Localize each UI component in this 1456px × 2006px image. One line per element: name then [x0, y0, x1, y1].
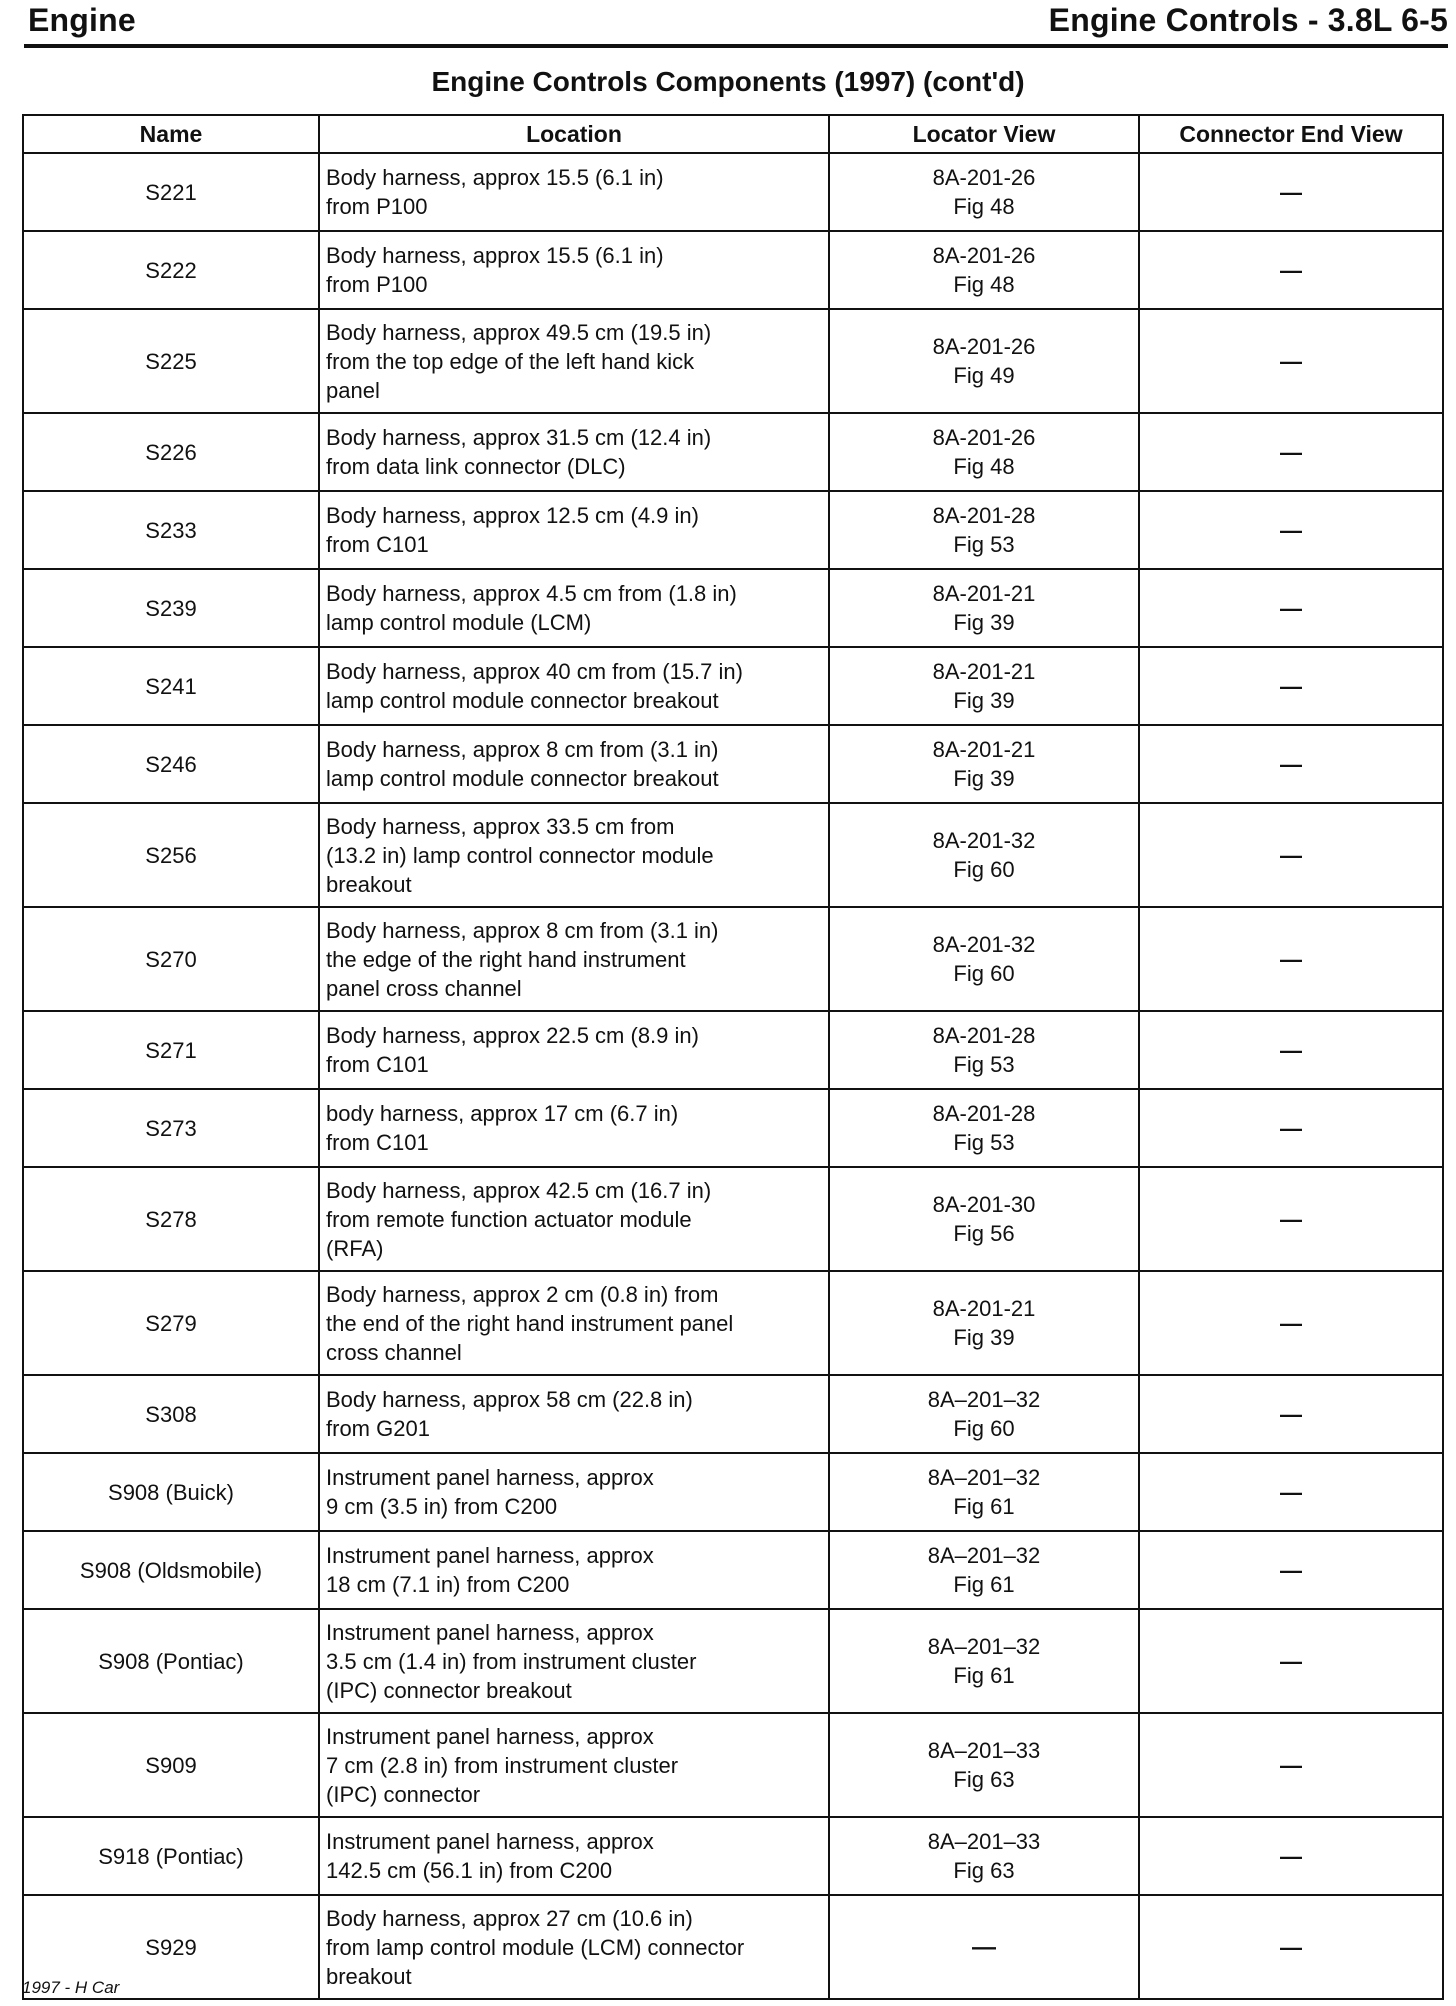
connector-end-view: — [1139, 1609, 1443, 1713]
splice-location [319, 1895, 829, 1999]
locator-view [829, 1089, 1139, 1167]
connector-end-view: — [1139, 413, 1443, 491]
locator-view [829, 569, 1139, 647]
locator-view-line: Fig 61 [953, 1572, 1015, 1597]
locator-view [829, 231, 1139, 309]
locator-view-line: 8A–201–33 [927, 1738, 1041, 1763]
locator-view-line: Fig 48 [953, 272, 1015, 297]
splice-location [319, 1167, 829, 1271]
location-line: from C101 [326, 532, 429, 557]
splice-name: S918 (Pontiac) [23, 1817, 319, 1895]
table-row [23, 907, 1443, 1011]
table-row [23, 1713, 1443, 1817]
locator-view-line: Fig 61 [953, 1663, 1015, 1688]
splice-name: S271 [23, 1011, 319, 1089]
locator-view-line: 8A–201–33 [927, 1829, 1041, 1854]
location-line: (IPC) connector breakout [326, 1677, 572, 1703]
location-line: 142.5 cm (56.1 in) from C200 [326, 1858, 613, 1883]
location-line: Instrument panel harness, approx [326, 1723, 654, 1749]
location-line: Body harness, approx 8 cm from (3.1 in) [326, 917, 719, 943]
location-line: lamp control module connector breakout [326, 766, 719, 791]
splice-location [319, 803, 829, 907]
table-row [23, 491, 1443, 569]
splice-location [319, 725, 829, 803]
location-line: lamp control module connector breakout [326, 688, 719, 713]
locator-view-line: Fig 53 [953, 1130, 1015, 1155]
locator-view-line: 8A-201-21 [932, 737, 1036, 762]
location-line: Body harness, approx 2 cm (0.8 in) from [326, 1281, 719, 1307]
locator-view-line: Fig 39 [953, 766, 1015, 791]
splice-location [319, 569, 829, 647]
locator-view-line: 8A-201-26 [932, 243, 1036, 268]
location-line: from P100 [326, 272, 428, 297]
location-line: Body harness, approx 42.5 cm (16.7 in) [326, 1177, 712, 1203]
locator-view-line: 8A-201-26 [932, 425, 1036, 450]
locator-view-line: 8A-201-32 [932, 828, 1036, 853]
locator-view [829, 1531, 1139, 1609]
connector-end-view: — [1139, 1453, 1443, 1531]
splice-location [319, 491, 829, 569]
connector-end-view: — [1139, 647, 1443, 725]
splice-location [319, 1089, 829, 1167]
location-line: Instrument panel harness, approx [326, 1619, 654, 1645]
location-line: from P100 [326, 194, 428, 219]
connector-end-view: — [1139, 491, 1443, 569]
table-row [23, 1089, 1443, 1167]
locator-view-line: 8A–201–32 [927, 1634, 1041, 1659]
splice-location [319, 1609, 829, 1713]
location-line: panel cross channel [326, 975, 522, 1001]
location-line: the edge of the right hand instrument [326, 946, 686, 972]
location-line: 9 cm (3.5 in) from C200 [326, 1494, 558, 1519]
location-line: Body harness, approx 15.5 (6.1 in) [326, 243, 664, 268]
column-header-connector-end-view: Connector End View [1139, 115, 1443, 153]
splice-location [319, 1375, 829, 1453]
connector-end-view: — [1139, 1167, 1443, 1271]
locator-view [829, 803, 1139, 907]
splice-location [319, 153, 829, 231]
locator-view-line: 8A–201–32 [927, 1387, 1041, 1412]
table-row [23, 1531, 1443, 1609]
splice-name: S222 [23, 231, 319, 309]
components-table [22, 114, 1444, 2000]
table-row [23, 1375, 1443, 1453]
locator-view-line: Fig 60 [953, 961, 1015, 986]
location-line: the end of the right hand instrument panel [326, 1310, 734, 1336]
locator-view-line: Fig 63 [953, 1767, 1015, 1792]
table-row [23, 153, 1443, 231]
location-line: from data link connector (DLC) [326, 454, 626, 479]
location-line: Body harness, approx 12.5 cm (4.9 in) [326, 503, 699, 528]
splice-name: S908 (Pontiac) [23, 1609, 319, 1713]
connector-end-view: — [1139, 907, 1443, 1011]
location-line: Body harness, approx 15.5 (6.1 in) [326, 165, 664, 190]
location-line: Body harness, approx 22.5 cm (8.9 in) [326, 1023, 699, 1048]
location-line: panel [326, 377, 380, 403]
locator-view [829, 1375, 1139, 1453]
table-title: Engine Controls Components (1997) (cont'd) [431, 66, 1025, 97]
location-line: breakout [326, 871, 412, 897]
location-line: Instrument panel harness, approx [326, 1543, 654, 1568]
splice-location [319, 1531, 829, 1609]
locator-view-line: 8A–201–32 [927, 1465, 1041, 1490]
locator-view-line: Fig 53 [953, 1052, 1015, 1077]
locator-view-line: Fig 39 [953, 1325, 1015, 1350]
table-row [23, 231, 1443, 309]
location-line: Body harness, approx 27 cm (10.6 in) [326, 1905, 693, 1931]
splice-name: S909 [23, 1713, 319, 1817]
locator-view-line: 8A-201-21 [932, 581, 1036, 606]
location-line: Instrument panel harness, approx [326, 1465, 654, 1490]
location-line: from lamp control module (LCM) connector [326, 1934, 745, 1960]
connector-end-view: — [1139, 231, 1443, 309]
splice-location [319, 1011, 829, 1089]
connector-end-view: — [1139, 1271, 1443, 1375]
page-section-heading: Engine [28, 2, 136, 38]
locator-view-line: Fig 48 [953, 194, 1015, 219]
locator-view-line: 8A-201-21 [932, 1296, 1036, 1321]
splice-name: S221 [23, 153, 319, 231]
locator-view-line: 8A-201-28 [932, 503, 1036, 528]
splice-location [319, 413, 829, 491]
table-row [23, 413, 1443, 491]
table-row [23, 725, 1443, 803]
header-rule [24, 44, 1448, 48]
location-line: Body harness, approx 31.5 cm (12.4 in) [326, 425, 712, 450]
location-line: from remote function actuator module [326, 1206, 692, 1232]
splice-location [319, 309, 829, 413]
locator-view-line: Fig 60 [953, 1416, 1015, 1441]
locator-view [829, 1713, 1139, 1817]
table-row [23, 1453, 1443, 1531]
locator-view [829, 1609, 1139, 1713]
page-chapter-heading: Engine Controls - 3.8L 6-5 [1048, 2, 1448, 38]
splice-name: S225 [23, 309, 319, 413]
splice-location [319, 907, 829, 1011]
location-line: lamp control module (LCM) [326, 610, 592, 635]
locator-view-line: 8A-201-28 [932, 1101, 1036, 1126]
connector-end-view: — [1139, 153, 1443, 231]
locator-view [829, 1817, 1139, 1895]
splice-location [319, 1271, 829, 1375]
locator-view-line: — [972, 1933, 996, 1961]
connector-end-view: — [1139, 1011, 1443, 1089]
connector-end-view: — [1139, 1375, 1443, 1453]
locator-view-line: 8A–201–32 [927, 1543, 1041, 1568]
connector-end-view: — [1139, 1713, 1443, 1817]
splice-name: S273 [23, 1089, 319, 1167]
splice-name: S239 [23, 569, 319, 647]
locator-view-line: 8A-201-26 [932, 165, 1036, 190]
locator-view [829, 647, 1139, 725]
location-line: 18 cm (7.1 in) from C200 [326, 1572, 570, 1597]
splice-name: S246 [23, 725, 319, 803]
table-row [23, 1167, 1443, 1271]
splice-location [319, 647, 829, 725]
splice-name: S308 [23, 1375, 319, 1453]
splice-name: S278 [23, 1167, 319, 1271]
connector-end-view: — [1139, 1817, 1443, 1895]
splice-location [319, 1713, 829, 1817]
splice-name: S279 [23, 1271, 319, 1375]
table-header-row [23, 115, 1443, 153]
splice-name: S241 [23, 647, 319, 725]
location-line: from G201 [326, 1416, 430, 1441]
splice-name: S233 [23, 491, 319, 569]
location-line: Body harness, approx 40 cm from (15.7 in) [326, 659, 743, 684]
table-row [23, 1609, 1443, 1713]
column-header-location: Location [319, 115, 829, 153]
location-line: Instrument panel harness, approx [326, 1829, 654, 1854]
splice-name: S256 [23, 803, 319, 907]
splice-location [319, 231, 829, 309]
location-line: (IPC) connector [326, 1781, 481, 1807]
locator-view [829, 1011, 1139, 1089]
locator-view-line: 8A-201-26 [932, 334, 1036, 359]
locator-view-line: Fig 39 [953, 688, 1015, 713]
locator-view-line: Fig 61 [953, 1494, 1015, 1519]
locator-view [829, 153, 1139, 231]
splice-name: S908 (Oldsmobile) [23, 1531, 319, 1609]
location-line: cross channel [326, 1339, 462, 1365]
location-line: 3.5 cm (1.4 in) from instrument cluster [326, 1648, 697, 1674]
location-line: (RFA) [326, 1235, 384, 1261]
table-row [23, 1895, 1443, 1999]
locator-view-line: Fig 53 [953, 532, 1015, 557]
table-body [23, 153, 1443, 1999]
locator-view [829, 1453, 1139, 1531]
location-line: Body harness, approx 33.5 cm from [326, 813, 675, 839]
splice-name: S226 [23, 413, 319, 491]
locator-view-line: 8A-201-28 [932, 1023, 1036, 1048]
connector-end-view: — [1139, 309, 1443, 413]
locator-view [829, 309, 1139, 413]
locator-view [829, 1895, 1139, 1999]
location-line: Body harness, approx 4.5 cm from (1.8 in) [326, 581, 737, 606]
table-row [23, 647, 1443, 725]
locator-view-line: 8A-201-21 [932, 659, 1036, 684]
locator-view [829, 907, 1139, 1011]
location-line: body harness, approx 17 cm (6.7 in) [326, 1101, 679, 1126]
location-line: Body harness, approx 8 cm from (3.1 in) [326, 737, 719, 762]
splice-name: S270 [23, 907, 319, 1011]
column-header-name: Name [23, 115, 319, 153]
locator-view-line: Fig 39 [953, 610, 1015, 635]
location-line: breakout [326, 1963, 412, 1989]
locator-view-line: Fig 60 [953, 857, 1015, 882]
location-line: Body harness, approx 58 cm (22.8 in) [326, 1387, 693, 1412]
connector-end-view: — [1139, 1895, 1443, 1999]
location-line: Body harness, approx 49.5 cm (19.5 in) [326, 319, 712, 345]
splice-location [319, 1453, 829, 1531]
table-row [23, 803, 1443, 907]
splice-name: S929 [23, 1895, 319, 1999]
locator-view-line: Fig 63 [953, 1858, 1015, 1883]
splice-name: S908 (Buick) [23, 1453, 319, 1531]
connector-end-view: — [1139, 1089, 1443, 1167]
table-row [23, 1817, 1443, 1895]
locator-view [829, 725, 1139, 803]
location-line: from C101 [326, 1052, 429, 1077]
locator-view [829, 1271, 1139, 1375]
locator-view [829, 413, 1139, 491]
locator-view-line: Fig 56 [953, 1221, 1015, 1246]
table-row [23, 1271, 1443, 1375]
locator-view-line: Fig 49 [953, 363, 1015, 388]
connector-end-view: — [1139, 569, 1443, 647]
location-line: (13.2 in) lamp control connector module [326, 842, 714, 868]
location-line: 7 cm (2.8 in) from instrument cluster [326, 1752, 679, 1778]
locator-view [829, 1167, 1139, 1271]
locator-view-line: Fig 48 [953, 454, 1015, 479]
table-row [23, 309, 1443, 413]
connector-end-view: — [1139, 725, 1443, 803]
location-line: from C101 [326, 1130, 429, 1155]
table-row [23, 1011, 1443, 1089]
page-footer: 1997 - H Car [22, 1978, 120, 1997]
locator-view [829, 491, 1139, 569]
connector-end-view: — [1139, 803, 1443, 907]
location-line: from the top edge of the left hand kick [326, 348, 695, 374]
table-row [23, 569, 1443, 647]
column-header-locator-view: Locator View [829, 115, 1139, 153]
splice-location [319, 1817, 829, 1895]
connector-end-view: — [1139, 1531, 1443, 1609]
locator-view-line: 8A-201-30 [932, 1192, 1036, 1217]
locator-view-line: 8A-201-32 [932, 932, 1036, 957]
